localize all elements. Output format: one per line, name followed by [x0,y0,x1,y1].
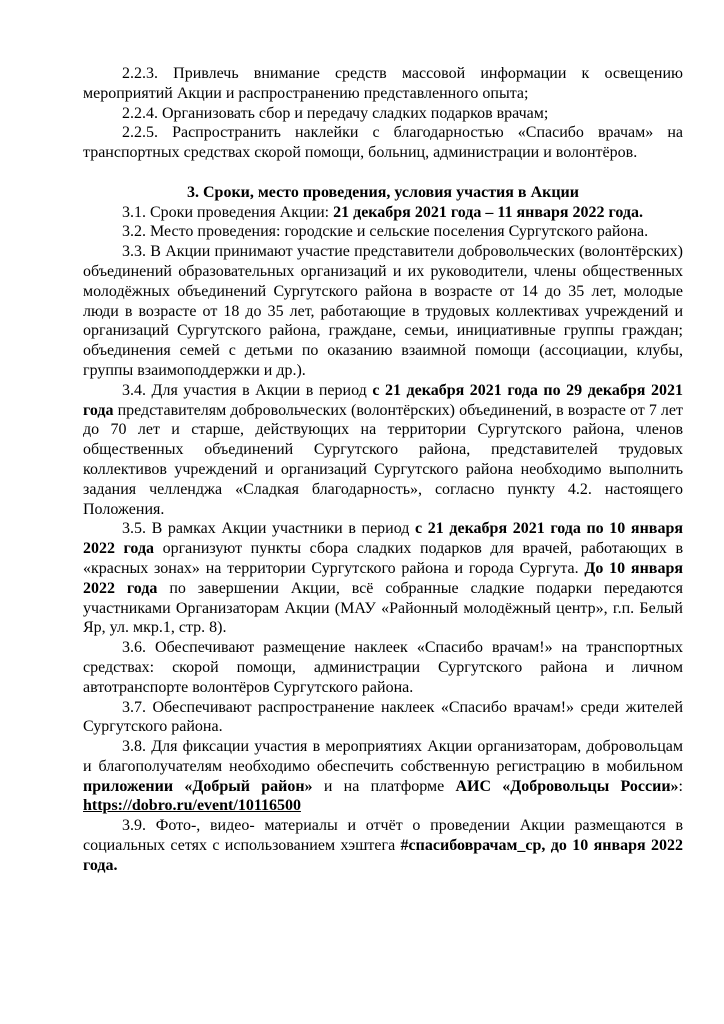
item-3-4 [83,381,683,520]
text-run: 3.5. В рамках Акции участники в период [122,520,416,538]
text-run: 2.2.5. Распространить наклейки с благодарностью «Спасибо врачам» на транспортных средствах скорой помощи, больниц, администрации и волонтёров. [83,124,683,162]
text-run: с 21 декабря 2021 года по 29 декабря 2021 года [83,381,683,419]
text-run: 21 декабря 2021 года – 11 января 2022 года. [333,203,644,221]
text-run: организуют пункты сбора сладких подарков для врачей, работающих в «красных зонах» на территории Сургутского района и города Сургута. [83,540,684,577]
text-run: 3.8. Для фиксации участия в мероприятиях Акции организаторам, добровольцам и благополучателям необходимо обеспечить собственную регистрацию в мобильном [83,738,683,775]
text-run: 3.3. В Акции принимают участие представители добровольческих (волонтёрских) объединений образовательных организаций и их руководители, члены общественных молодёжных объединений Сургутского района в возрасте от 14 до 35 лет, молодые люди в возрасте от 18 до 35 лет, работающие в трудовых коллективах учреждений и организаций Сургутского района, граждане, семьи, инициативные группы граждан; объединения семей с детьми по оказанию взаимной помощи (ассоциации, клубы, группы взаимоподдержки и др.). [83,243,683,379]
dobro-event-link[interactable]: https://dobro.ru/event/10116500 [83,797,301,815]
text-run: АИС «Добровольцы России» [455,777,679,795]
text-run: 3.4. Для участия в Акции в период [122,381,373,399]
text-run: #спасибоврачам_ср, до 10 января 2022 года. [83,837,683,874]
text-run: : [678,777,683,795]
text-run: и на платформе [312,777,456,795]
item-3-5 [83,519,683,638]
text-run: 2.2.4. Организовать сбор и передачу сладких подарков врачам; [122,104,549,122]
item-2-2-5 [83,123,683,163]
text-run: 3.6. Обеспечивают размещение наклеек «Спасибо врачам!» на транспортных средствах: скорой помощи, администрации Сургутского района и личном автотранспорте волонтёров Сургутского района. [83,639,683,696]
text-run: 3. Сроки, место проведения, условия участия в Акции [186,183,579,201]
text-run: по завершении Акции, всё собранные сладкие подарки передаются участниками Организаторам Акции (МАУ «Районный молодёжный центр», г.п. Белый Яр, ул. мкр.1, стр. 8). [83,579,684,637]
document-body [83,64,683,876]
item-3-1 [83,203,683,223]
blank-line [83,163,683,183]
item-3-6 [83,638,683,697]
text-run: 3.9. Фото-, видео- материалы и отчёт о проведении Акции размещаются в социальных сетях с использованием хэштега [83,817,683,855]
text-run: 2.2.3. Привлечь внимание средств массовой информации к освещению мероприятий Акции и распространению представленного опыта; [83,65,683,102]
section-3-heading [83,183,683,203]
text-run: 3.7. Обеспечивают распространение наклеек «Спасибо врачам!» среди жителей Сургутского района. [83,698,683,736]
text-run: До 10 января 2022 года [83,559,683,597]
item-3-7 [83,698,683,738]
item-2-2-4 [83,104,683,124]
item-3-9 [83,816,683,875]
text-run: представителям добровольческих (волонтёрских) объединений, в возрасте от 7 лет до 70 лет и старше, действующих на территории Сургутского района, членов общественных объединений Сургутского района, представителей трудовых коллективов учреждений и организаций Сургутского района необходимо выполнить задания челленджа «Сладкая благодарность», согласно пункту 4.2. настоящего Положения. [83,401,683,518]
item-3-8 [83,737,683,816]
text-run: приложении «Добрый район» [83,777,313,795]
text-run: 3.1. Сроки проведения Акции: [122,203,334,221]
text-run: с 21 декабря 2021 года по 10 января 2022 года [83,520,683,558]
item-3-3 [83,242,683,381]
text-run: 3.2. Место проведения: городские и сельские поселения Сургутского района. [122,223,649,241]
item-3-2 [83,222,683,242]
item-2-2-3 [83,64,683,104]
